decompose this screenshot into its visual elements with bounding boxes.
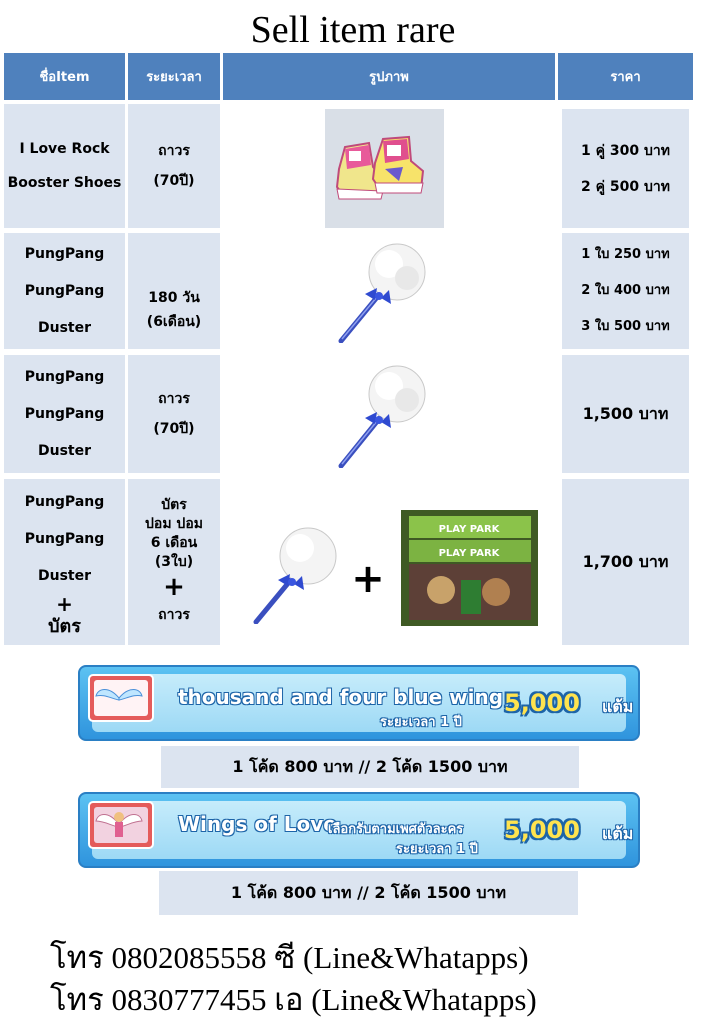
- banner2-price: 1 โค้ด 800 บาท // 2 โค้ด 1500 บาท: [159, 871, 578, 915]
- banner2-points: 5,000: [504, 816, 580, 844]
- banner1-points-unit: แต้ม: [602, 697, 634, 716]
- playpark-cards-image: [401, 510, 538, 626]
- banner1-price: 1 โค้ด 800 บาท // 2 โค้ด 1500 บาท: [161, 746, 579, 788]
- header-image: รูปภาพ: [223, 53, 555, 100]
- banner1-points: 5,000: [504, 689, 580, 717]
- white-duster-image-2: [337, 360, 429, 468]
- row3-price: 1,500 บาท: [562, 355, 689, 473]
- header-price: ราคา: [558, 53, 693, 100]
- banner2-title-extra: เลือกรับตามเพศตัวละคร: [328, 822, 464, 837]
- banner2-points-unit: แต้ม: [602, 824, 634, 843]
- contact-line-2: โทร 0830777455 เอ (Line&Whatapps): [50, 982, 537, 1017]
- wings-of-love-banner: [78, 792, 640, 868]
- row2-item-name: PungPang PungPang Duster: [4, 233, 125, 349]
- page-title: Sell item rare: [250, 9, 456, 51]
- blue-wing-banner: [78, 665, 640, 741]
- svg-text:PLAY PARK: PLAY PARK: [438, 524, 500, 535]
- row2-price: 1 ใบ 250 บาท 2 ใบ 400 บาท 3 ใบ 500 บาท: [562, 233, 689, 349]
- banner2-title: Wings of Love: [178, 812, 337, 836]
- wings-of-love-avatar-icon: [88, 801, 154, 849]
- white-duster-image-3: [250, 520, 340, 624]
- row3-duration: ถาวร (70ปี): [128, 355, 220, 473]
- row4-duration: บัตร ปอม ปอม 6 เดือน (3ใบ) + ถาวร: [128, 479, 220, 645]
- header-duration: ระยะเวลา: [128, 53, 220, 100]
- blue-wing-icon: [88, 674, 154, 722]
- row2-duration: 180 วัน (6เดือน): [128, 233, 220, 349]
- header-item: ชื่อItem: [4, 53, 125, 100]
- banner1-subtitle: ระยะเวลา 1 ปี: [380, 715, 462, 730]
- white-duster-image: [337, 238, 429, 343]
- plus-sign: +: [351, 556, 385, 602]
- row1-price: 1 คู่ 300 บาท 2 คู่ 500 บาท: [562, 109, 689, 228]
- svg-text:PLAY PARK: PLAY PARK: [438, 548, 500, 559]
- row1-item-name: I Love Rock Booster Shoes: [4, 104, 125, 228]
- banner2-subtitle: ระยะเวลา 1 ปี: [396, 842, 478, 857]
- row3-item-name: PungPang PungPang Duster: [4, 355, 125, 473]
- row4-price: 1,700 บาท: [562, 479, 689, 645]
- row1-duration: ถาวร (70ปี): [128, 104, 220, 228]
- contact-line-1: โทร 0802085558 ซี (Line&Whatapps): [50, 940, 529, 975]
- row4-item-name: PungPang PungPang Duster + บัตร: [4, 479, 125, 645]
- pink-sneakers-image: [325, 109, 444, 228]
- banner1-title: thousand and four blue wing: [178, 685, 504, 709]
